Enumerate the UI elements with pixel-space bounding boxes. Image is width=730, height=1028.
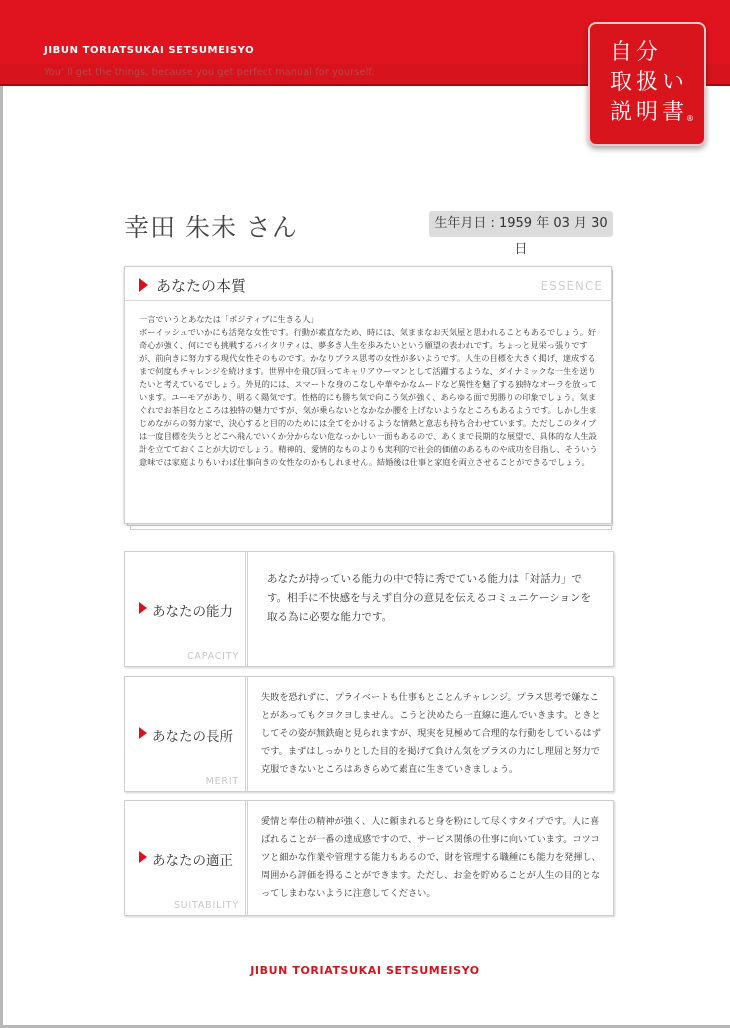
capacity-body: あなたが持っている能力の中で特に秀でている能力は「対話力」です。相手に不快感を与えず自分の意見を伝えるコミュニケーションを取る為に必要な能力です。 [267, 573, 592, 623]
book-logo [588, 22, 706, 146]
capacity-title: あなたの能力 [152, 604, 233, 620]
capacity-card [124, 551, 614, 667]
logo-line-1: 自分 [610, 40, 663, 65]
merit-body: 失敗を恐れずに、プライベートも仕事もとことんチャレンジ。プラス思考で嫌なことがあってもクヨクヨしません。こうと決めたら一直線に進んでいきます。ときとしてその姿が無鉄砲と見られますが、現実を見極めて合理的な行動をしているはずです。まずはしっかりとした目的を掲げて負けん気をプラスの力にし理屈と努力で克服できないところはあきらめて素直に生きていきましょう。 [261, 692, 601, 775]
registered-mark: ® [686, 114, 694, 123]
triangle-right-icon [139, 278, 148, 292]
essence-body: 一言でいうとあなたは「ポジティブに生きる人」 ボーイッシュでいかにも活発な女性です。行動が素直なため、時には、気ままなお天気屋と思われることもあるでしょう。好奇心が強く、何にでも挑戦するバイタリティは、夢多き人生を歩みたいという願望の表われです。ちょっと見栄っ張りですが、前向きに努力する現代女性そのものです。かなりプラス思考の女性が多いようです。人生の目標を大きく掲げ、達成するまで何度もチャレンジを続けます。世界中を飛び回ってキャリアウーマンとして活躍するような、ダイナミックな一生を送りたいと考えているでしょう。外見的には、スマートな身のこなしや華やかなムードなど異性を魅了する独特なオーラを放っています。ユーモアがあり、明るく陽気です。性格的にも勝ち気で向こう気が強く、あらゆる面で男勝りの印象でしょう。気まぐれでお茶目なところは独特の魅力ですが、気が乗らないとなかなか腰を上げないようなところもあるようです。しかし生まじめながらの努力家で、決心すると目的のためには全てをかけるような情熱と意志も持ち合わせています。ただしこのタイプは一度目標を失うとどこへ飛んでいくか分からない危なっかしい一面もあるので、あくまで長期的な展望で、具体的な人生設計を立てておくことが大切でしょう。精神的、愛情的なものよりも実利的で社会的価値のあるものや成功を目指し、そういう意味では家庭よりもいわば仕事向きの女性なのかもしれません。結婚後は仕事と家庭を両立させることができるでしょう。 [139, 314, 598, 467]
essence-en-label: ESSENCE [540, 279, 603, 293]
triangle-right-icon [139, 727, 147, 739]
birthdate-badge: 生年月日 : 1959 年 03 月 30 日 [429, 211, 613, 237]
merit-en-label: MERIT [205, 776, 239, 787]
header-brand: JIBUN TORIATSUKAI SETSUMEISYO [44, 45, 255, 56]
suitability-en-label: SUITABILITY [173, 900, 239, 911]
essence-sheet [124, 266, 612, 524]
essence-card [124, 266, 614, 530]
header-tagline: You' ll get the things, because you get perfect manual for yourself. [44, 67, 375, 78]
logo-line-3: 説明書 [610, 100, 689, 125]
logo-line-2: 取扱い [610, 70, 689, 95]
merit-card [124, 676, 614, 792]
suitability-title: あなたの適正 [152, 853, 233, 869]
essence-header [125, 267, 613, 301]
merit-label-panel [125, 677, 248, 791]
capacity-label-panel [125, 552, 248, 666]
merit-title: あなたの長所 [152, 729, 233, 745]
suitability-body: 愛情と奉仕の精神が強く、人に頼まれると身を粉にして尽くすタイプです。人に喜ばれることが一番の達成感ですので、サービス関係の仕事に向いています。コツコツと細かな作業や管理する能力もあるので、財を管理する職種にも能力を発揮し、周囲から評価を得ることができます。ただし、お金を貯めることが人生の目的となってしまわないように注意してください。 [261, 816, 601, 899]
triangle-right-icon [139, 851, 147, 863]
triangle-right-icon [139, 602, 147, 614]
person-name: 幸田 朱未 さん [124, 213, 298, 242]
essence-title: あなたの本質 [156, 277, 247, 295]
suitability-card [124, 800, 614, 916]
capacity-en-label: CAPACITY [186, 651, 239, 662]
footer-brand: JIBUN TORIATSUKAI SETSUMEISYO [250, 964, 480, 977]
suitability-label-panel [125, 801, 248, 915]
